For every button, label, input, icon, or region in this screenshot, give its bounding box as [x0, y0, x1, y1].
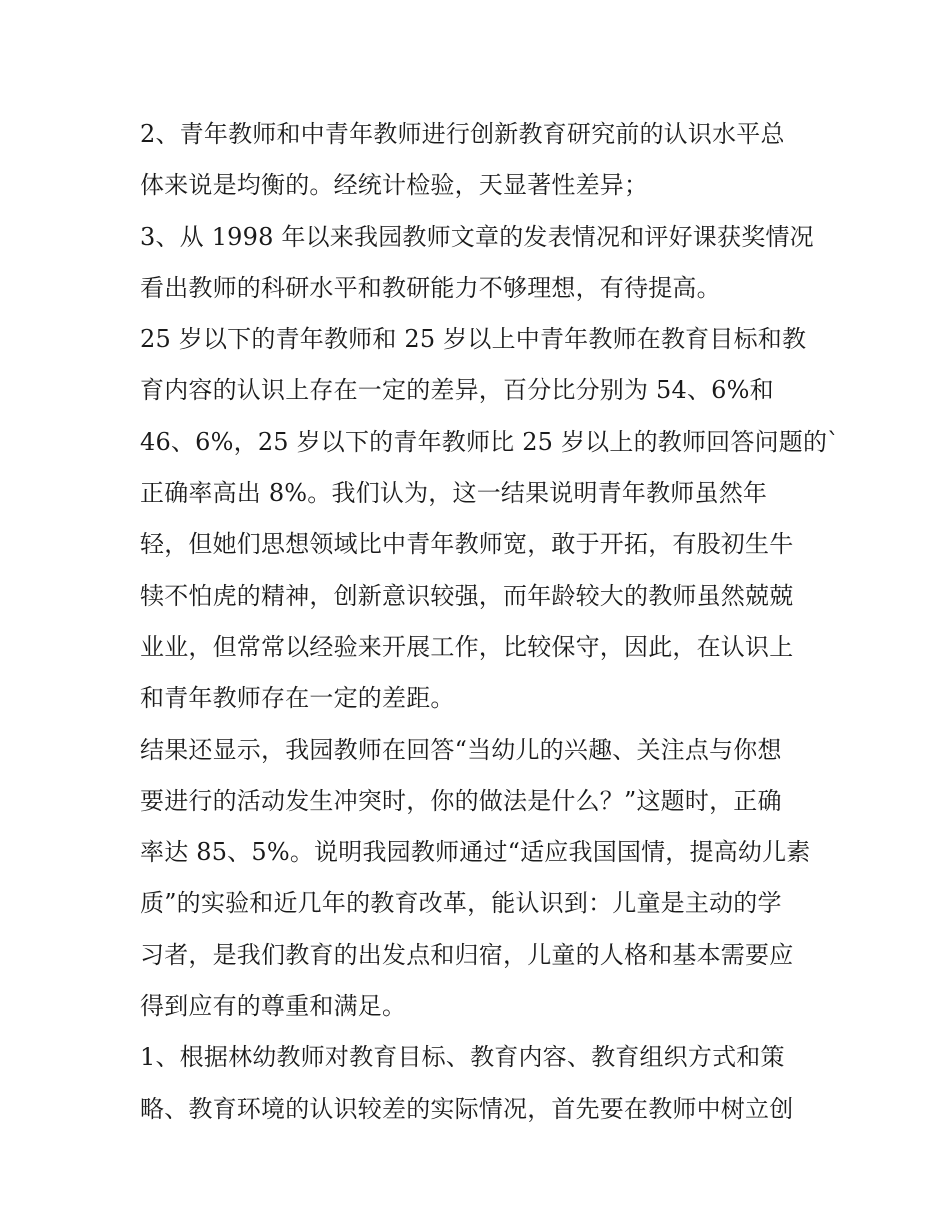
- document-body: [140, 109, 840, 1135]
- text-line: 略、教育环境的认识较差的实际情况，首先要在教师中树立创: [140, 1094, 794, 1123]
- text-line: 2、青年教师和中青年教师进行创新教育研究前的认识水平总: [140, 120, 785, 148]
- text-line: 育内容的认识上存在一定的差异，百分比分别为 54、6%和: [140, 376, 774, 405]
- text-line: 习者，是我们教育的出发点和归宿，儿童的人格和基本需要应: [140, 940, 794, 969]
- text-line: 业业，但常常以经验来开展工作，比较保守，因此，在认识上: [140, 632, 794, 661]
- text-line: 正确率高出 8%。我们认为，这一结果说明青年教师虽然年: [140, 479, 768, 508]
- text-line: 46、6%，25 岁以下的青年教师比 25 岁以上的教师回答问题的`: [140, 427, 840, 456]
- text-line: 结果还显示，我园教师在回答“当幼儿的兴趣、关注点与你想: [140, 735, 782, 764]
- text-line: 质”的实验和近几年的教育改革，能认识到：儿童是主动的学: [140, 889, 782, 918]
- text-line: 3、从 1998 年以来我园教师文章的发表情况和评好课获奖情况: [140, 222, 814, 251]
- text-line: 25 岁以下的青年教师和 25 岁以上中青年教师在教育目标和教: [140, 325, 807, 354]
- text-line: 犊不怕虎的精神，创新意识较强，而年龄较大的教师虽然兢兢: [140, 581, 794, 610]
- text-line: 和青年教师存在一定的差距。: [140, 684, 455, 713]
- text-line: 看出教师的科研水平和教研能力不够理想，有待提高。: [140, 273, 721, 302]
- text-line: 得到应有的尊重和满足。: [140, 992, 407, 1021]
- text-line: 率达 85、5%。说明我园教师通过“适应我国国情，提高幼儿素: [140, 838, 811, 867]
- text-line: 体来说是均衡的。经统计检验，天显著性差异；: [140, 171, 649, 200]
- text-line: 轻，但她们思想领域比中青年教师宽，敢于开拓，有股初生牛: [140, 530, 794, 559]
- text-line: 要进行的活动发生冲突时，你的做法是什么？”这题时，正确: [140, 786, 782, 815]
- text-line: 1、根据林幼教师对教育目标、教育内容、教育组织方式和策: [140, 1043, 785, 1072]
